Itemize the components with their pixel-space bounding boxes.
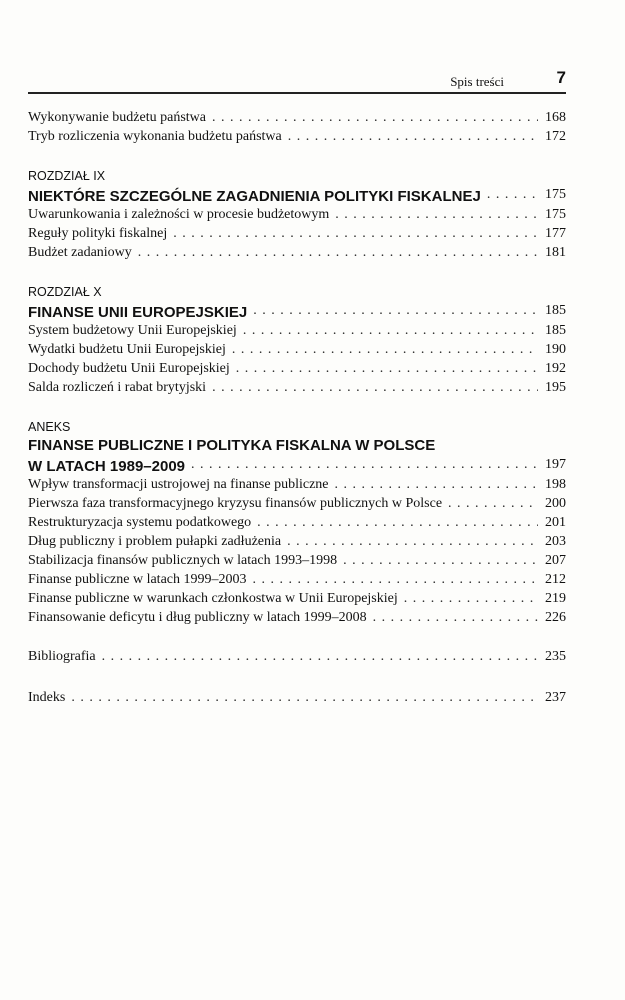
dot-leader <box>281 532 538 551</box>
dot-leader <box>237 321 538 340</box>
annex-page: 197 <box>545 457 566 472</box>
dot-leader <box>226 340 538 359</box>
toc-entry <box>28 570 566 589</box>
index-title: Indeks <box>28 690 66 705</box>
toc-entry-title: Finanse publiczne w latach 1999–2003 <box>28 572 247 587</box>
toc-entry <box>28 378 566 397</box>
toc-entry <box>28 513 566 532</box>
chapter-title: NIEKTÓRE SZCZEGÓLNE ZAGADNIENIA POLITYKI FISKALNEJ <box>28 188 481 205</box>
annex-label: ANEKS <box>28 420 71 434</box>
toc-entry-title: Pierwsza faza transformacyjnego kryzysu finansów publicznych w Polsce <box>28 496 443 511</box>
table-of-contents <box>28 108 566 707</box>
chapter-label: ROZDZIAŁ IX <box>28 169 106 183</box>
toc-entry-page: 200 <box>545 496 566 511</box>
toc-entry-page: 175 <box>545 207 566 222</box>
toc-entry-page: 207 <box>545 553 566 568</box>
toc-entry <box>28 340 566 359</box>
chapter-label: ROZDZIAŁ X <box>28 285 102 299</box>
dot-leader <box>185 455 538 475</box>
bibliography-page: 235 <box>545 649 566 664</box>
toc-entry-title: Dochody budżetu Unii Europejskiej <box>28 361 230 376</box>
index-page: 237 <box>545 690 566 705</box>
chapter-heading <box>28 301 566 321</box>
toc-entry <box>28 321 566 340</box>
toc-entry-page: 192 <box>545 361 566 376</box>
toc-entry-title: Reguły polityki fiskalnej <box>28 226 168 241</box>
toc-entry-page: 201 <box>545 515 566 530</box>
chapter-title: FINANSE UNII EUROPEJSKIEJ <box>28 304 248 321</box>
toc-entry-page: 212 <box>545 572 566 587</box>
toc-entry <box>28 108 566 127</box>
dot-leader <box>247 570 538 589</box>
dot-leader <box>398 589 538 608</box>
dot-leader <box>167 224 538 243</box>
toc-entry-title: Wykonywanie budżetu państwa <box>28 110 206 125</box>
toc-entry-title: Restrukturyzacja systemu podatkowego <box>28 515 252 530</box>
toc-entry-page: 177 <box>545 226 566 241</box>
dot-leader <box>65 688 538 707</box>
toc-entry <box>28 205 566 224</box>
toc-entry <box>28 551 566 570</box>
toc-entry-page: 226 <box>545 610 566 625</box>
annex-heading <box>28 455 566 475</box>
toc-entry-page: 195 <box>545 380 566 395</box>
toc-entry <box>28 589 566 608</box>
toc-entry-title: Wpływ transformacji ustrojowej na finanse publiczne <box>28 477 329 492</box>
toc-entry-title: Wydatki budżetu Unii Europejskiej <box>28 342 226 357</box>
running-title: Spis treści <box>450 74 504 89</box>
dot-leader <box>247 301 538 321</box>
toc-entry-title: Budżet zadaniowy <box>28 245 132 260</box>
dot-leader <box>329 475 538 494</box>
page-header <box>28 66 566 94</box>
dot-leader <box>132 243 538 262</box>
bibliography-entry <box>28 647 566 666</box>
dot-leader <box>206 378 538 397</box>
toc-entry-title: Finanse publiczne w warunkach członkostwa w Unii Europejskiej <box>28 591 398 606</box>
toc-entry-page: 219 <box>545 591 566 606</box>
toc-entry <box>28 608 566 627</box>
index-entry <box>28 688 566 707</box>
dot-leader <box>230 359 538 378</box>
toc-entry-title: Salda rozliczeń i rabat brytyjski <box>28 380 207 395</box>
toc-entry <box>28 494 566 513</box>
toc-entry-title: Tryb rozliczenia wykonania budżetu państwa <box>28 129 282 144</box>
annex-title-line2: W LATACH 1989–2009 <box>28 458 186 475</box>
dot-leader <box>337 551 538 570</box>
toc-entry-title: Uwarunkowania i zależności w procesie budżetowym <box>28 207 330 222</box>
dot-leader <box>442 494 538 513</box>
toc-entry <box>28 224 566 243</box>
bibliography-title: Bibliografia <box>28 649 96 664</box>
page-number: 7 <box>556 68 566 87</box>
dot-leader <box>282 127 538 146</box>
toc-entry <box>28 359 566 378</box>
toc-entry-title: System budżetowy Unii Europejskiej <box>28 323 237 338</box>
toc-entry-page: 168 <box>545 110 566 125</box>
dot-leader <box>481 185 538 205</box>
dot-leader <box>367 608 538 627</box>
toc-entry <box>28 532 566 551</box>
toc-entry-page: 198 <box>545 477 566 492</box>
toc-entry-page: 181 <box>545 245 566 260</box>
toc-entry <box>28 127 566 146</box>
toc-entry-page: 190 <box>545 342 566 357</box>
toc-entry-page: 185 <box>545 323 566 338</box>
toc-entry-page: 203 <box>545 534 566 549</box>
toc-entry-page: 172 <box>545 129 566 144</box>
dot-leader <box>329 205 538 224</box>
chapter-heading <box>28 185 566 205</box>
annex-title: FINANSE PUBLICZNE I POLITYKA FISKALNA W POLSCE <box>28 437 436 454</box>
chapter-page: 175 <box>545 187 566 202</box>
dot-leader <box>96 647 538 666</box>
toc-entry <box>28 243 566 262</box>
toc-entry <box>28 475 566 494</box>
toc-entry-title: Dług publiczny i problem pułapki zadłużenia <box>28 534 282 549</box>
dot-leader <box>206 108 538 127</box>
toc-entry-title: Finansowanie deficytu i dług publiczny w latach 1999–2008 <box>28 610 367 625</box>
chapter-page: 185 <box>545 303 566 318</box>
dot-leader <box>251 513 538 532</box>
toc-entry-title: Stabilizacja finansów publicznych w latach 1993–1998 <box>28 553 338 568</box>
